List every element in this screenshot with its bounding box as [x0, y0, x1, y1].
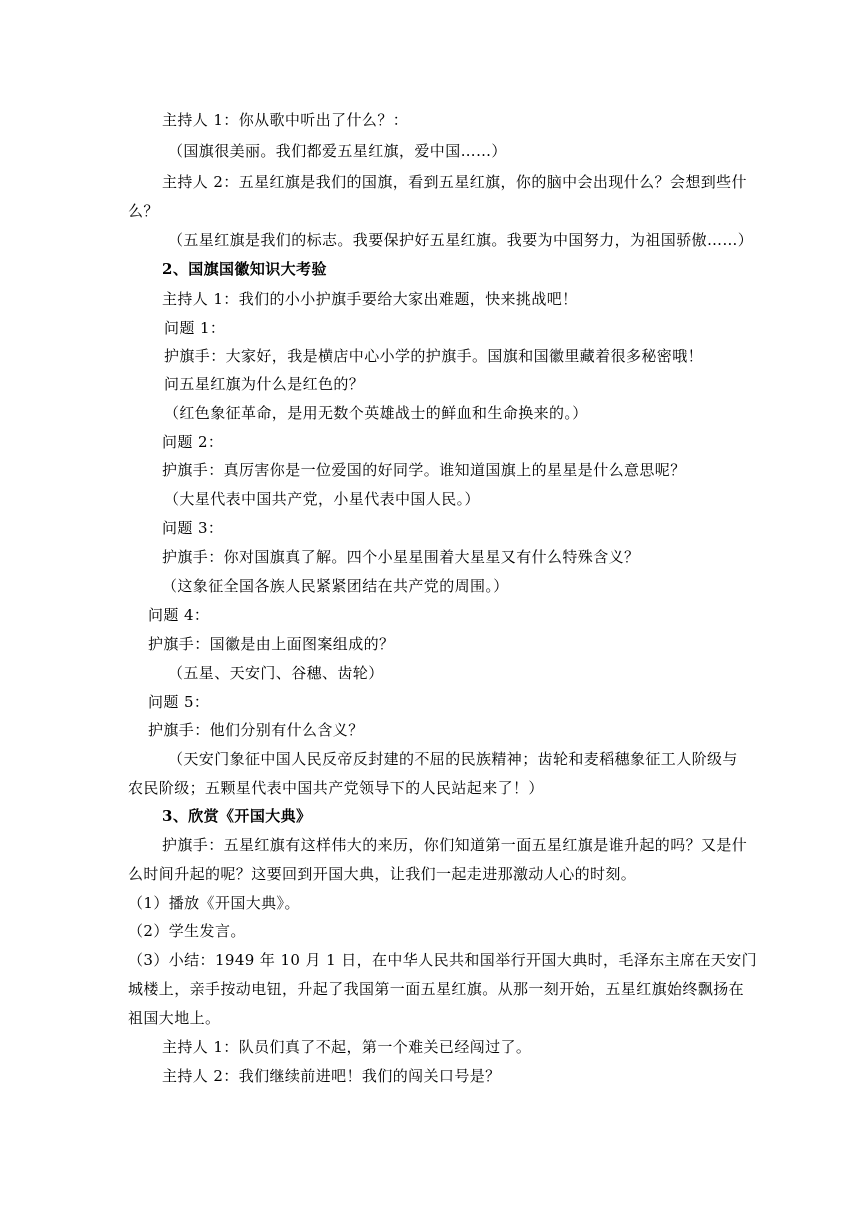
paragraph-flagbearer-6-cont: 么时间升起的呢？这要回到开国大典，让我们一起走进那激动人心的时刻。	[128, 865, 637, 883]
paragraph-answer-q2: （大星代表中国共产党，小星代表中国人民。）	[164, 490, 480, 508]
section-heading-2: 2、国旗国徽知识大考验	[162, 260, 327, 278]
list-item-2: （2）学生发言。	[128, 922, 246, 940]
list-item-1: （1）播放《开国大典》。	[128, 894, 300, 912]
paragraph-answer-q5-cont: 农民阶级；五颗星代表中国共产党领导下的人民站起来了！）	[128, 779, 544, 797]
paragraph-flagbearer-6: 护旗手：五星红旗有这样伟大的来历，你们知道第一面五星红旗是谁升起的吗？又是什	[162, 836, 748, 854]
question-label-3: 问题 3：	[162, 519, 224, 537]
paragraph-host2-closing: 主持人 2：我们继续前进吧！我们的闯关口号是？	[162, 1067, 501, 1085]
question-label-1: 问题 1：	[164, 319, 226, 337]
paragraph-answer-q4: （五星、天安门、谷穗、齿轮）	[168, 664, 384, 682]
list-item-3-cont-1: 城楼上，亲手按动电钮，升起了我国第一面五星红旗。从那一刻开始，五星红旗始终飘扬在	[128, 980, 745, 998]
paragraph-answer-q5: （天安门象征中国人民反帝反封建的不屈的民族精神；齿轮和麦稻穗象征工人阶级与	[168, 750, 738, 768]
paragraph-answer-1: （国旗很美丽。我们都爱五星红旗，爱中国……）	[168, 142, 507, 160]
paragraph-flagbearer-4: 护旗手：国徽是由上面图案组成的？	[148, 635, 395, 653]
paragraph-host1-challenge: 主持人 1：我们的小小护旗手要给大家出难题，快来挑战吧！	[162, 290, 578, 308]
paragraph-flagbearer-2: 护旗手：真厉害你是一位爱国的好同学。谁知道国旗上的星星是什么意思呢？	[162, 461, 686, 479]
paragraph-question-1-text: 问五星红旗为什么是红色的？	[164, 375, 365, 393]
paragraph-host1-question: 主持人 1：你从歌中听出了什么？：	[162, 111, 409, 129]
question-label-5: 问题 5：	[148, 693, 210, 711]
section-heading-3: 3、欣赏《开国大典》	[162, 807, 312, 825]
list-item-3: （3）小结：1949 年 10 月 1 日，在中华人民共和国举行开国大典时，毛泽东主席在天安门	[128, 951, 757, 969]
list-item-3-cont-2: 祖国大地上。	[128, 1009, 221, 1027]
paragraph-flagbearer-3: 护旗手：你对国旗真了解。四个小星星围着大星星又有什么特殊含义？	[162, 548, 640, 566]
paragraph-host1-closing: 主持人 1：队员们真了不起，第一个难关已经闯过了。	[162, 1038, 532, 1056]
paragraph-host2-question-cont: 么？	[128, 202, 159, 220]
paragraph-host2-question: 主持人 2：五星红旗是我们的国旗，看到五星红旗，你的脑中会出现什么？会想到些什	[162, 173, 747, 191]
question-label-4: 问题 4：	[148, 606, 210, 624]
paragraph-answer-2: （五星红旗是我们的标志。我要保护好五星红旗。我要为中国努力，为祖国骄傲……）	[168, 231, 754, 249]
paragraph-flagbearer-5: 护旗手：他们分别有什么含义？	[148, 721, 364, 739]
paragraph-flagbearer-1: 护旗手：大家好，我是横店中心小学的护旗手。国旗和国徽里藏着很多秘密哦！	[164, 347, 704, 365]
paragraph-answer-q1: （红色象征革命，是用无数个英雄战士的鲜血和生命换来的。）	[164, 404, 588, 422]
paragraph-answer-q3: （这象征全国各族人民紧紧团结在共产党的周围。）	[162, 577, 509, 595]
question-label-2: 问题 2：	[162, 433, 224, 451]
